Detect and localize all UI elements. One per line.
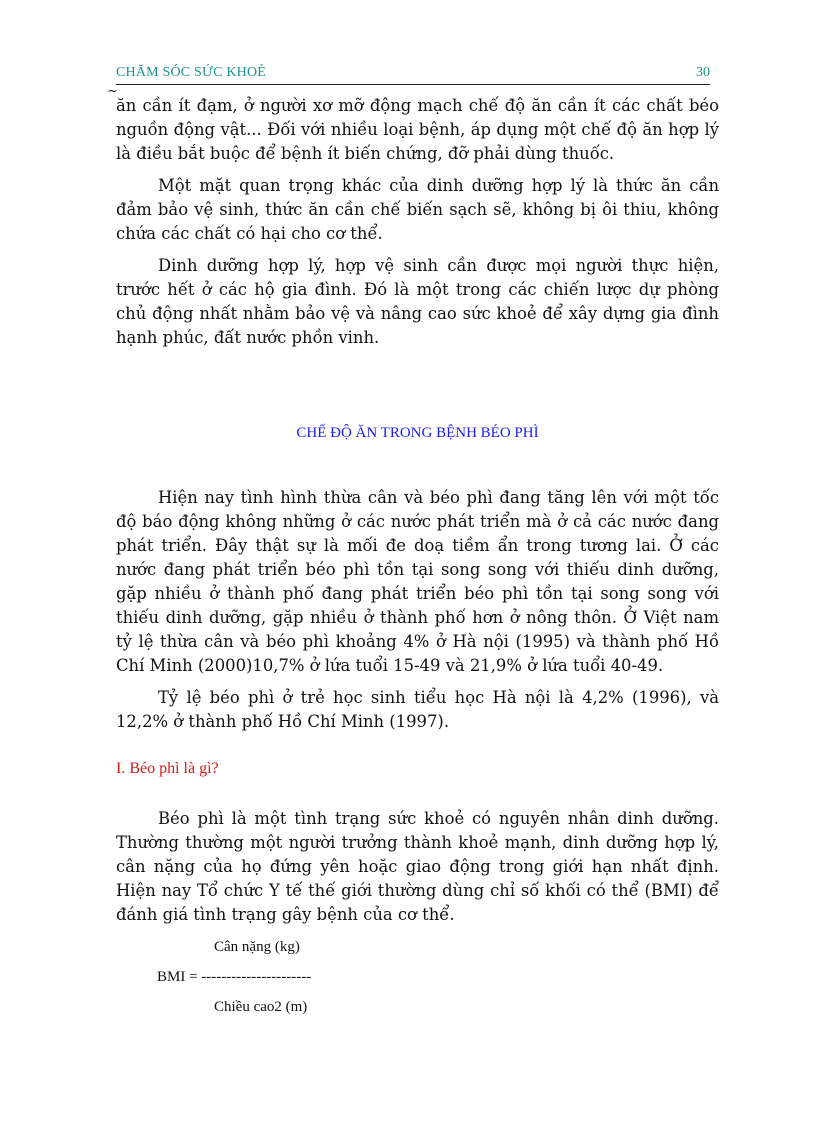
formula-numerator: Cân nặng (kg) <box>214 939 300 955</box>
paragraph-continuation: ăn cần ít đạm, ở người xơ mỡ động mạch chế độ ăn cần ít các chất béo nguồn động vật... Đối với nhiều loại bệnh, áp dụng một chế độ ăn hợp lý là điều bắt buộc để bệnh ít biến chứng, đỡ phải dùng thuốc. <box>116 96 719 163</box>
stray-tilde-mark: ~ <box>107 84 118 99</box>
formula-denominator: Chiều cao2 (m) <box>214 999 308 1015</box>
paragraph-children-rate: Tỷ lệ béo phì ở trẻ học sinh tiểu học Hà nội là 4,2% (1996), và 12,2% ở thành phố Hồ Chí Minh (1997). <box>116 688 719 731</box>
section-heading: CHẾ ĐỘ ĂN TRONG BỆNH BÉO PHÌ <box>296 425 539 441</box>
paragraph-hygiene: Một mặt quan trọng khác của dinh dưỡng hợp lý là thức ăn cần đảm bảo vệ sinh, thức ăn cần chế biến sạch sẽ, không bị ôi thiu, không chứa các chất có hại cho cơ thể. <box>116 176 719 243</box>
page-number: 30 <box>696 65 710 80</box>
paragraph-obesity-trend: Hiện nay tình hình thừa cân và béo phì đang tăng lên với một tốc độ báo động không những ở các nước phát triển mà ở cả các nước đang phát triển. Đây thật sự là mối đe doạ tiềm ẩn trong tương lai. Ở các nước đang phát triển béo phì tồn tại song song với thiếu dinh dưỡng, gặp nhiều ở thành phố đang phát triển béo phì tồn tại song song với thiếu dinh dưỡng, gặp nhiều ở thành phố hơn ở nông thôn. Ở Việt nam tỷ lệ thừa cân và béo phì khoảng 4% ở Hà nội (1995) và thành phố Hồ Chí Minh (2000)10,7% ở lứa tuổi 15-49 và 21,9% ở lứa tuổi 40-49. <box>116 488 719 675</box>
subheading-what-is-obesity: I. Béo phì là gì? <box>116 760 219 777</box>
page-content <box>116 94 719 1017</box>
header-title: CHĂM SÓC SỨC KHOẺ <box>116 65 267 80</box>
page-header <box>116 62 710 85</box>
paragraph-households: Dinh dưỡng hợp lý, hợp vệ sinh cần được mọi người thực hiện, trước hết ở các hộ gia đình. Đó là một trong các chiến lược dự phòng chủ động nhất nhằm bảo vệ và nâng cao sức khoẻ để xây dựng gia đình hạnh phúc, đất nước phồn vinh. <box>116 256 719 347</box>
paragraph-definition: Béo phì là một tình trạng sức khoẻ có nguyên nhân dinh dưỡng. Thường thường một người trưởng thành khoẻ mạnh, dinh dưỡng hợp lý, cân nặng của họ đứng yên hoặc giao động trong giới hạn nhất định. Hiện nay Tổ chức Y tế thế giới thường dùng chỉ số khối có thể (BMI) để đánh giá tình trạng gây bệnh của cơ thể. <box>116 809 719 924</box>
bmi-formula <box>116 937 719 1017</box>
formula-bmi-line: BMI = ---------------------- <box>157 969 312 985</box>
